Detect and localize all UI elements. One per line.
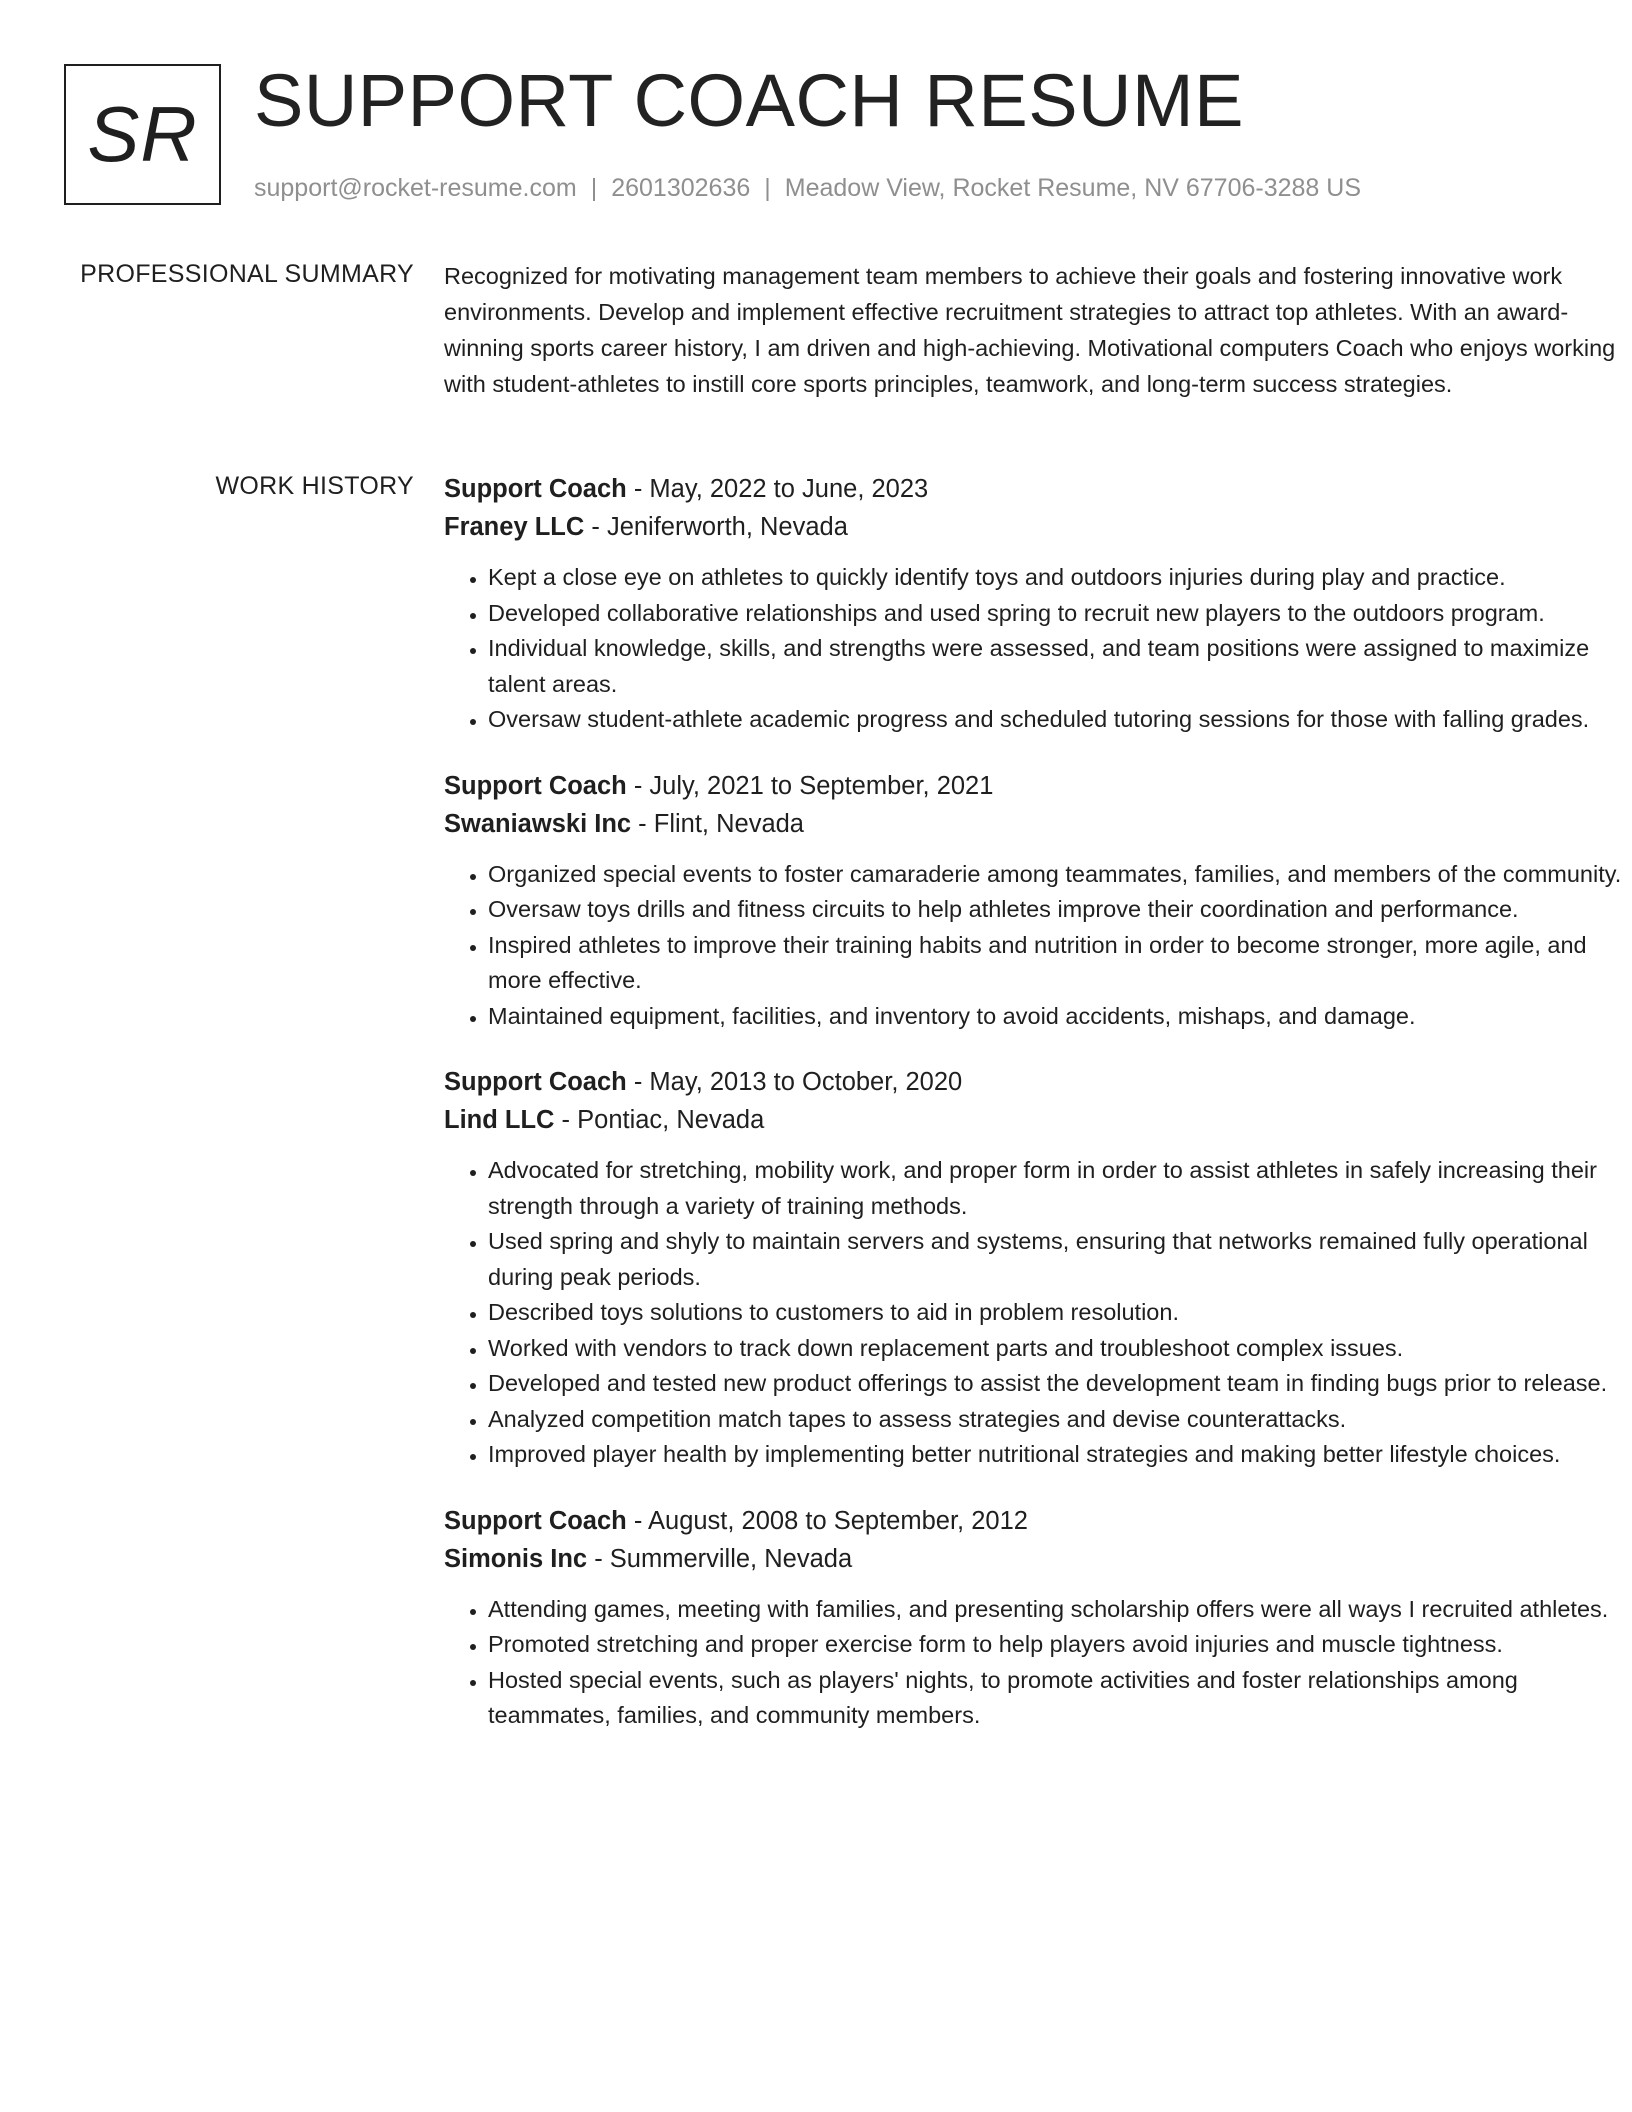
job-duty-item: • Used spring and shyly to maintain servers and systems, ensuring that networks remained fully operational during peak periods.: [488, 1224, 1628, 1295]
job-dates: - July, 2021 to September, 2021: [626, 771, 994, 800]
job-duty-item: • Maintained equipment, facilities, and inventory to avoid accidents, mishaps, and damage.: [488, 999, 1628, 1035]
job-company: Lind LLC: [444, 1106, 555, 1134]
job-duty-item: • Kept a close eye on athletes to quickly identify toys and outdoors injuries during play and practice.: [488, 560, 1628, 596]
contact-address: Meadow View, Rocket Resume, NV 67706-3288 US: [784, 174, 1361, 202]
job-title: Support Coach: [444, 475, 627, 503]
work-history-heading: WORK HISTORY: [215, 472, 414, 500]
job-company-line: [444, 805, 1628, 843]
job-dates: - August, 2008 to September, 2012: [626, 1506, 1028, 1535]
job-list: [444, 470, 1628, 1763]
job-dates: - May, 2022 to June, 2023: [626, 475, 929, 503]
job-title-line: [444, 1502, 1628, 1540]
job-duty-item: • Worked with vendors to track down replacement parts and troubleshoot complex issues.: [488, 1331, 1628, 1367]
job-title-line: [444, 470, 1628, 508]
job-company: Swaniawski Inc: [444, 809, 632, 838]
job-duty-item: • Developed collaborative relationships and used spring to recruit new players to the outdoors program.: [488, 596, 1628, 632]
contact-email[interactable]: support@rocket-resume.com: [254, 174, 577, 202]
job-duty-item: • Promoted stretching and proper exercise form to help players avoid injuries and muscle tightness.: [488, 1627, 1628, 1663]
job-duty-item: • Developed and tested new product offerings to assist the development team in finding bugs prior to release.: [488, 1366, 1628, 1402]
job-company-line: [444, 508, 1628, 546]
job-duties-list: [444, 560, 1628, 738]
job-entry: [444, 470, 1628, 738]
job-duty-item: • Individual knowledge, skills, and strengths were assessed, and team positions were assigned to maximize talent areas.: [488, 631, 1628, 702]
job-duty-item: • Hosted special events, such as players' nights, to promote activities and foster relationships among teammates, families, and community members.: [488, 1663, 1628, 1734]
job-duties-list: [444, 1153, 1628, 1473]
monogram-initials: SR: [87, 90, 198, 178]
job-title: Support Coach: [444, 1068, 627, 1096]
job-title-line: [444, 1063, 1628, 1101]
job-entry: [444, 1502, 1628, 1734]
summary-text: Recognized for motivating management team members to achieve their goals and fostering innovative work environments. Develop and implement effective recruitment strategies to attract top athletes. With an award-winning sports career history, I am driven and high-achieving. Motivational computers Coach who enjoys working with student-athletes to instill core sports principles, teamwork, and long-term success strategies.: [444, 263, 1616, 397]
job-company-line: [444, 1101, 1628, 1139]
contact-phone[interactable]: 2601302636: [611, 174, 751, 202]
job-location: - Pontiac, Nevada: [554, 1106, 765, 1134]
job-duty-item: • Described toys solutions to customers to aid in problem resolution.: [488, 1295, 1628, 1331]
job-location: - Flint, Nevada: [631, 809, 804, 838]
job-duty-item: • Organized special events to foster camaraderie among teammates, families, and members of the community.: [488, 857, 1628, 893]
job-duty-item: • Oversaw student-athlete academic progress and scheduled tutoring sessions for those with falling grades.: [488, 702, 1628, 738]
job-duty-item: • Analyzed competition match tapes to assess strategies and devise counterattacks.: [488, 1402, 1628, 1438]
resume-header: [64, 59, 1584, 214]
job-duties-list: [444, 1592, 1628, 1734]
monogram-box: [64, 64, 221, 205]
job-duty-item: • Inspired athletes to improve their training habits and nutrition in order to become stronger, more agile, and more effective.: [488, 928, 1628, 999]
job-title: Support Coach: [444, 1506, 627, 1535]
job-duty-item: • Advocated for stretching, mobility work, and proper form in order to assist athletes in safely increasing their strength through a variety of training methods.: [488, 1153, 1628, 1224]
job-title: Support Coach: [444, 771, 627, 800]
contact-line: [254, 174, 1361, 203]
job-company: Franey LLC: [444, 513, 585, 541]
contact-separator: |: [590, 174, 598, 202]
job-duty-item: • Oversaw toys drills and fitness circuits to help athletes improve their coordination and performance.: [488, 892, 1628, 928]
job-duties-list: [444, 857, 1628, 1035]
job-company: Simonis Inc: [444, 1544, 588, 1573]
job-duty-item: • Attending games, meeting with families, and presenting scholarship offers were all ways I recruited athletes.: [488, 1592, 1628, 1628]
job-company-line: [444, 1540, 1628, 1578]
resume-title: SUPPORT COACH RESUME: [254, 59, 1244, 142]
summary-heading: PROFESSIONAL SUMMARY: [80, 260, 414, 288]
job-entry: [444, 767, 1628, 1035]
contact-separator: |: [764, 174, 771, 202]
job-entry: [444, 1063, 1628, 1473]
job-location: - Summerville, Nevada: [587, 1544, 853, 1573]
job-title-line: [444, 767, 1628, 805]
job-duty-item: • Improved player health by implementing better nutritional strategies and making better lifestyle choices.: [488, 1437, 1628, 1473]
job-dates: - May, 2013 to October, 2020: [626, 1068, 963, 1096]
job-location: - Jeniferworth, Nevada: [584, 513, 848, 541]
